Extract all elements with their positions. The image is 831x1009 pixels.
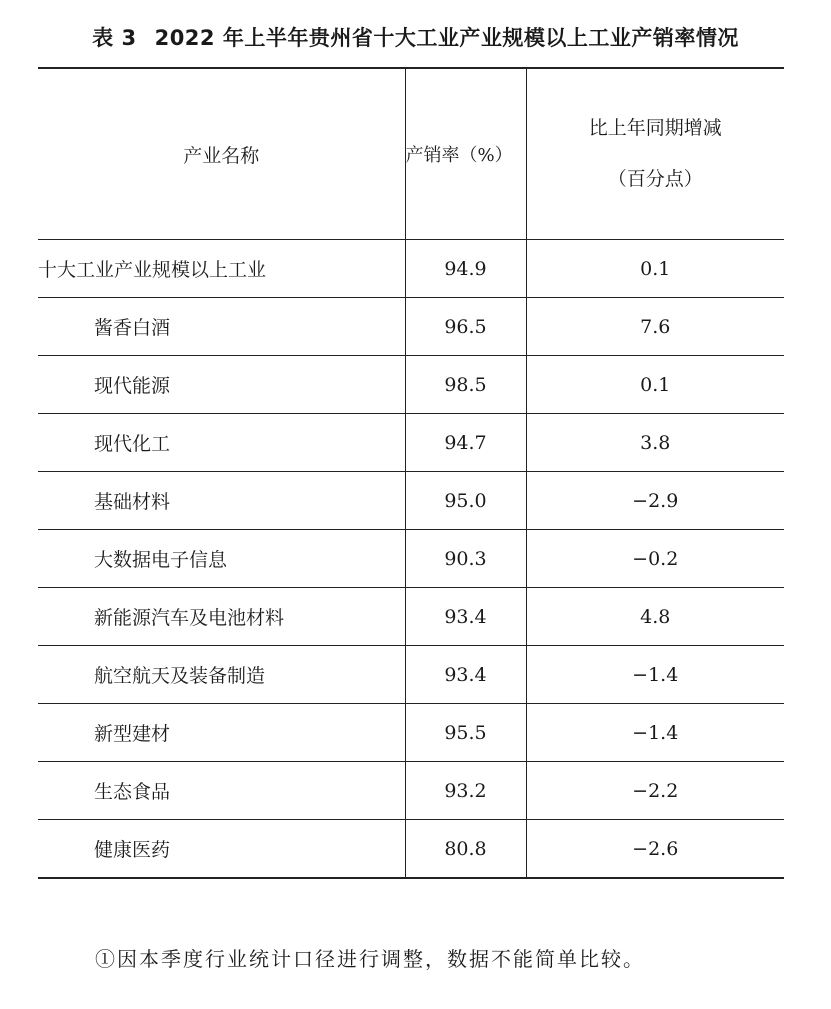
table-title: [0, 22, 831, 52]
industry-name-cell: 基础材料: [38, 472, 405, 530]
table-number: 表 3: [92, 26, 137, 50]
header-change-title: 比上年同期增减: [588, 117, 722, 139]
table-body: [38, 240, 784, 879]
change-cell: 7.6: [526, 298, 784, 356]
table-row: [38, 530, 784, 588]
change-cell: 3.8: [526, 414, 784, 472]
table-title-text: 2022 年上半年贵州省十大工业产业规模以上工业产销率情况: [154, 26, 739, 50]
sales-rate-cell: 90.3: [405, 530, 526, 588]
table-row: [38, 704, 784, 762]
industry-name-cell: 大数据电子信息: [38, 530, 405, 588]
sales-rate-cell: 98.5: [405, 356, 526, 414]
table-row: [38, 820, 784, 879]
change-cell: −0.2: [526, 530, 784, 588]
change-cell: −2.2: [526, 762, 784, 820]
table-row: [38, 762, 784, 820]
change-cell: 0.1: [526, 356, 784, 414]
table-row: [38, 472, 784, 530]
industry-name-cell: 健康医药: [38, 820, 405, 879]
sales-rate-cell: 80.8: [405, 820, 526, 879]
sales-rate-cell: 93.4: [405, 646, 526, 704]
change-cell: −2.9: [526, 472, 784, 530]
change-cell: −2.6: [526, 820, 784, 879]
industry-name-cell: 现代能源: [38, 356, 405, 414]
sales-rate-cell: 96.5: [405, 298, 526, 356]
industry-name-cell: 十大工业产业规模以上工业: [38, 240, 405, 298]
change-cell: −1.4: [526, 646, 784, 704]
table-row: [38, 356, 784, 414]
change-cell: 0.1: [526, 240, 784, 298]
industry-name-cell: 航空航天及装备制造: [38, 646, 405, 704]
table-row: [38, 588, 784, 646]
industry-name-cell: 新型建材: [38, 704, 405, 762]
sales-rate-cell: 95.5: [405, 704, 526, 762]
table-row: [38, 414, 784, 472]
table-header-row: [38, 68, 784, 240]
header-change: [526, 68, 784, 240]
industry-name-cell: 生态食品: [38, 762, 405, 820]
table-row: [38, 646, 784, 704]
sales-rate-cell: 94.7: [405, 414, 526, 472]
industry-name-cell: 新能源汽车及电池材料: [38, 588, 405, 646]
sales-rate-cell: 93.2: [405, 762, 526, 820]
header-sales-rate: 产销率（%）: [405, 68, 526, 240]
sales-rate-cell: 94.9: [405, 240, 526, 298]
industry-name-cell: 酱香白酒: [38, 298, 405, 356]
header-change-unit: （百分点）: [607, 168, 703, 190]
header-industry-name: 产业名称: [38, 68, 405, 240]
data-table: [38, 67, 784, 879]
change-cell: 4.8: [526, 588, 784, 646]
table-row: [38, 298, 784, 356]
table-row: [38, 240, 784, 298]
footnote: ①因本季度行业统计口径进行调整，数据不能简单比较。: [95, 947, 645, 971]
sales-rate-cell: 93.4: [405, 588, 526, 646]
sales-rate-cell: 95.0: [405, 472, 526, 530]
change-cell: −1.4: [526, 704, 784, 762]
industry-name-cell: 现代化工: [38, 414, 405, 472]
